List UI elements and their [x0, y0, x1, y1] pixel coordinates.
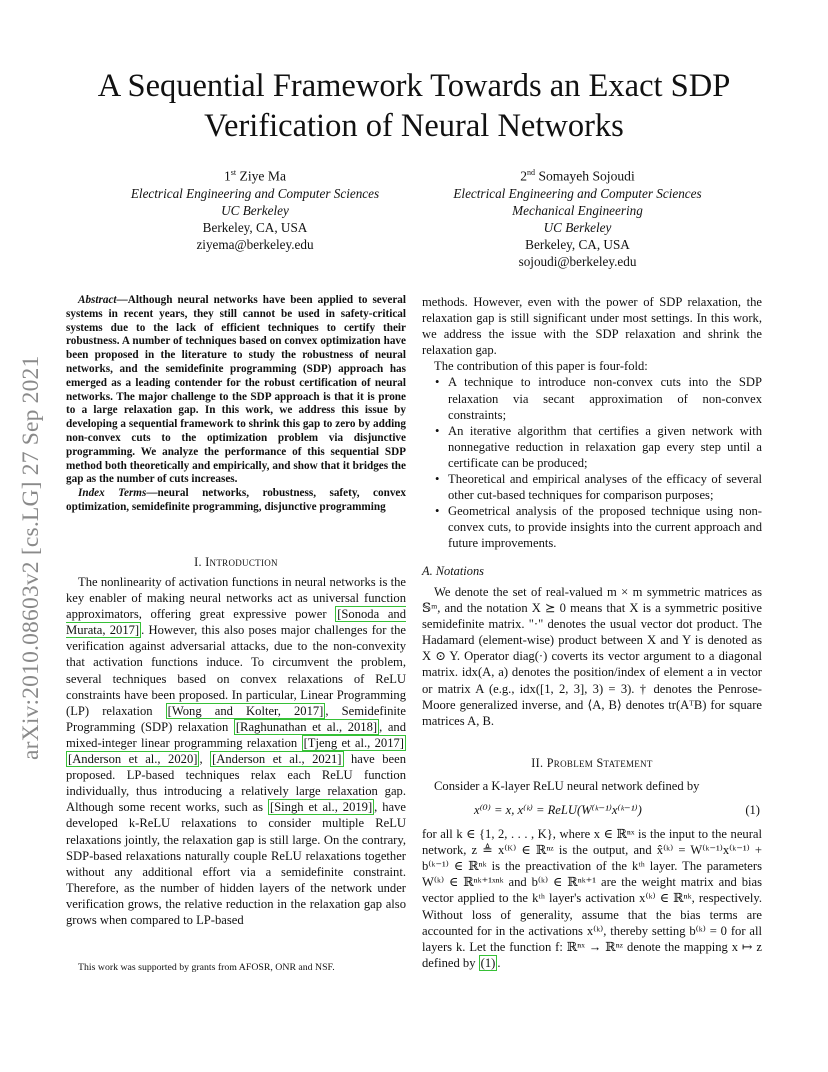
citation-link[interactable]: [Singh et al., 2019] [269, 800, 373, 815]
notations-paragraph: We denote the set of real-valued m × m symmetric matrices as 𝕊ᵐ, and the notation X ⪰ 0 means that X is a symmetric positive semidefinite matrix. "·" denotes the usual vector dot product. The Hadamard (element-wise) product between X and Y is denoted as X ⊙ Y. Operator diag(·) coverts its vector argument to a diagonal matrix. idx(A, a) denotes the position/index of element a in vector or matrix A (e.g., idx([1, 2, 3], 3) = 3). † denotes the Penrose-Moore generalized inverse, and ⟨A, B⟩ denotes tr(AᵀB) for square matrices A, B. [422, 585, 762, 728]
equation-1 [422, 798, 762, 824]
citation-link[interactable]: [Sonoda and Murata, 2017] [66, 607, 406, 638]
equation-body: x⁽⁰⁾ = x, x⁽ᵏ⁾ = ReLU(W⁽ᵏ⁻¹⁾x⁽ᵏ⁻¹⁾) [474, 803, 642, 818]
author-1-location: Berkeley, CA, USA [202, 219, 308, 235]
author-1-email: ziyema@berkeley.edu [196, 236, 314, 252]
abstract-paragraph [66, 294, 406, 487]
index-terms [66, 487, 406, 515]
list-item: • A technique to introduce non-convex cuts into the SDP relaxation via secant approximation of non-convex constraints; [448, 374, 762, 422]
citation-link[interactable]: [Anderson et al., 2021] [212, 752, 342, 767]
citation-link[interactable]: [Wong and Kolter, 2017] [167, 703, 324, 718]
index-terms-text: —neural networks, robustness, safety, convex optimization, semidefinite programming, disjunctive programming [66, 487, 406, 513]
abstract-label: Abstract [78, 294, 117, 306]
citation-link[interactable]: [Anderson et al., 2020] [68, 752, 198, 767]
introduction-text [66, 574, 406, 928]
author-block-2 [425, 164, 730, 270]
author-block-1 [110, 164, 400, 253]
footnote: This work was supported by grants from AFOSR, ONR and NSF. [78, 962, 335, 973]
author-1-dept: Electrical Engineering and Computer Sciences [130, 185, 380, 201]
section-heading-problem-statement: II. Problem Statement [531, 756, 653, 770]
abstract-text: —Although neural networks have been applied to several systems in recent years, they still cannot be used in safety-critical systems due to the lack of efficient techniques to certify their robustness. A number of techniques based on convex optimization have been proposed in the literature to study the robustness of neural networks, and the semidefinite programming (SDP) approach has emerged as a leading contender for the robust certification of neural networks. The major challenge to the SDP approach is that it is prone to a large relaxation gap. In this work, we address this issue by developing a sequential framework to shrink this gap to zero by adding non-convex cuts to the optimization problem via disjunctive programming. We analyze the performance of this sequential SDP method both theoretically and empirically, and show that it bridges the gap as the number of cuts increases. [66, 294, 406, 486]
author-2-dept: Electrical Engineering and Computer Sciences [453, 185, 702, 201]
contribution-list [422, 374, 762, 551]
citation-link[interactable]: [Tjeng et al., 2017] [303, 735, 404, 750]
author-2-name: 2nd Somayeh Sojoudi [520, 168, 635, 184]
title-line-1: A Sequential Framework Towards an Exact SDP [97, 68, 731, 104]
problem-statement-text [422, 778, 762, 971]
index-terms-label: Index Terms [78, 487, 147, 500]
author-1-org: UC Berkeley [221, 202, 289, 218]
paper-title [60, 66, 768, 146]
continued-paragraph: methods. However, even with the power of SDP relaxation, the relaxation gap is still significant under most settings. In this work, we address the issue with the SDP relaxation and shrink the relaxation gap. [422, 295, 762, 358]
contribution-intro: The contribution of this paper is four-fold: [434, 359, 648, 374]
author-1-name: 1st Ziye Ma [224, 168, 286, 184]
list-item: • Geometrical analysis of the proposed technique using non-convex cuts, to provide insights into the current approach and future improvements. [448, 503, 762, 551]
arxiv-stamp: arXiv:2010.08603v2 [cs.LG] 27 Sep 2021 [18, 355, 44, 760]
author-2-org: UC Berkeley [543, 219, 612, 235]
abstract [66, 294, 406, 515]
problem-intro: Consider a K-layer ReLU neural network defined by [434, 779, 700, 793]
intro-paragraph: The nonlinearity of activation functions in neural networks is the key enabler of making neural networks act as universal function approximators, offering great expressive power [Sonoda and Murata, 2017] . However, this also poses major challenges for the verification against adversarial attacks, due to the non-convexity that activation functions induce. To circumvent the problem, several techniques based on convex relaxations of ReLU constraints have been proposed. In particular, Linear Programming (LP) relaxation [Wong and Kolter, 2017] , Semidefinite Programming (SDP) relaxation [Raghunathan et al., 2018] , and mixed-integer linear programming relaxation [Tjeng et al., 2017] [Anderson et al., 2020] , [Anderson et al., 2021] have been proposed. LP-based techniques relax each ReLU function individually, thus introducing a relatively large relaxation gap. Although some recent works, such as [Singh et al., 2019] , have developed k-ReLU relaxations to consider multiple ReLU relaxations jointly, the relaxation gap is still large. On the contrary, SDP-based relaxations naturally couple ReLU relaxations together without any additional effort via a semidefinite constraint. Therefore, as the number of hidden layers of the network under verification grows, the relative reduction in the relaxation gap also grows when compared to LP-based [66, 575, 407, 927]
subsection-heading-notations: A. Notations [422, 564, 484, 578]
title-line-2: Verification of Neural Networks [204, 108, 624, 144]
section-heading-introduction: I. Introduction [194, 555, 278, 569]
equation-ref-link[interactable]: (1) [480, 955, 496, 970]
problem-paragraph: for all k ∈ {1, 2, . . . , K}, where x ∈ ℝⁿˣ is the input to the neural network, z ≜ x⁽ᴷ⁾ ∈ ℝⁿᶻ is the output, and x̂⁽ᵏ⁾ = W⁽ᵏ⁻¹⁾x⁽ᵏ⁻¹⁾ + b⁽ᵏ⁻¹⁾ ∈ ℝⁿᵏ is the preactivation of the kᵗʰ layer. The parameters W⁽ᵏ⁾ ∈ ℝⁿᵏ⁺¹ˣⁿᵏ and b⁽ᵏ⁾ ∈ ℝⁿᵏ⁺¹ are the weight matrix and bias vector applied to the kᵗʰ layer's activation x⁽ᵏ⁾ ∈ ℝⁿᵏ, respectively. Without loss of generality, assume that the bias terms are accounted for in the activations x⁽ᵏ⁾, thereby setting b⁽ᵏ⁾ = 0 for all layers k. Let the function f: ℝⁿˣ → ℝⁿᶻ denote the mapping x ↦ z defined by (1) . [422, 827, 762, 970]
author-2-dept-2: Mechanical Engineering [512, 202, 643, 218]
notations-text [422, 584, 762, 729]
citation-link[interactable]: [Raghunathan et al., 2018] [235, 719, 378, 734]
right-column-top [422, 294, 762, 552]
author-2-location: Berkeley, CA, USA [525, 236, 630, 252]
list-item: • An iterative algorithm that certifies a given network with nonnegative reduction in relaxation gap every step until a certificate can be produced; [448, 423, 762, 471]
author-2-email: sojoudi@berkeley.edu [518, 253, 637, 269]
equation-number: (1) [745, 803, 760, 818]
list-item: • Theoretical and empirical analyses of the efficacy of several other cut-based techniques for comparison purposes; [448, 471, 762, 503]
